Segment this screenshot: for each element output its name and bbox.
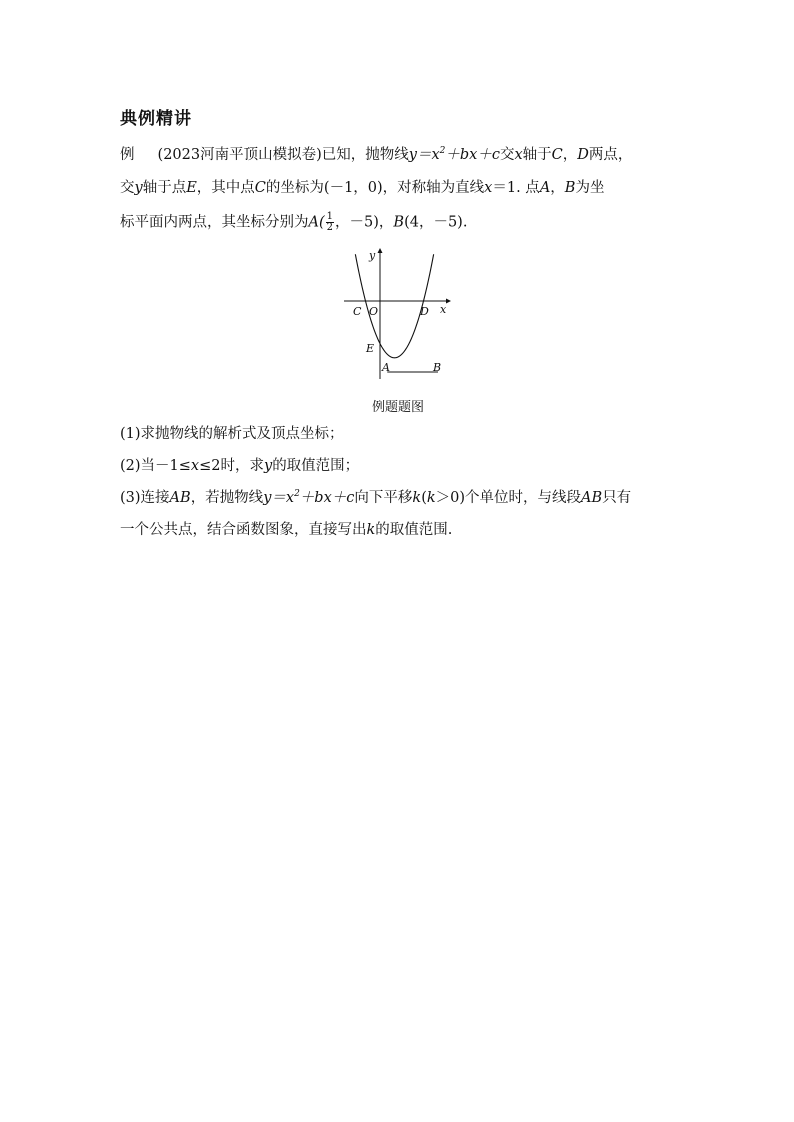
question-3-line-1: (3)连接AB，若抛物线$y=x^2+bx+c$向下平移k(k＞0)个单位时，与线段AB只有 — [120, 489, 632, 506]
fraction-one-half: $\frac{1}{2}$ — [326, 211, 334, 233]
figure-caption: 例题题图 — [371, 400, 424, 415]
label-d: D — [420, 305, 429, 318]
label-y: y — [369, 249, 376, 262]
example-label: 例 — [120, 147, 135, 163]
parabola-figure — [342, 244, 454, 384]
y-axis-arrow — [378, 248, 383, 253]
equation: $y=x^2+bx+c$ — [408, 146, 500, 163]
example-line-3: 标平面内两点，其坐标分别为A( $\frac{1}{2}$ ，－5)，B(4，－5). — [120, 211, 468, 233]
example-line-1: 例 (2023河南平顶山模拟卷)已知，抛物线$y=x^2+bx+c$交x轴于C，D两点， — [120, 146, 633, 163]
label-x: x — [440, 303, 447, 316]
x-axis-arrow — [446, 299, 451, 304]
question-1: (1)求抛物线的解析式及顶点坐标； — [120, 426, 344, 442]
question-2: (2)当－1≤x≤2时，求y的取值范围； — [120, 458, 360, 474]
example-source: (2023河南平顶山模拟卷) — [157, 147, 322, 163]
example-line-2: 交y轴于点E，其中点C的坐标为(－1，0)，对称轴为直线x＝1. 点A，B为坐 — [120, 180, 605, 196]
section-heading: 典例精讲 — [120, 109, 192, 129]
label-a: A — [382, 361, 390, 374]
label-o: O — [369, 305, 379, 318]
label-b: B — [433, 361, 442, 374]
label-e: E — [366, 342, 375, 355]
question-3-line-2: 一个公共点，结合函数图象，直接写出k的取值范围. — [120, 522, 453, 538]
label-c: C — [353, 305, 362, 318]
